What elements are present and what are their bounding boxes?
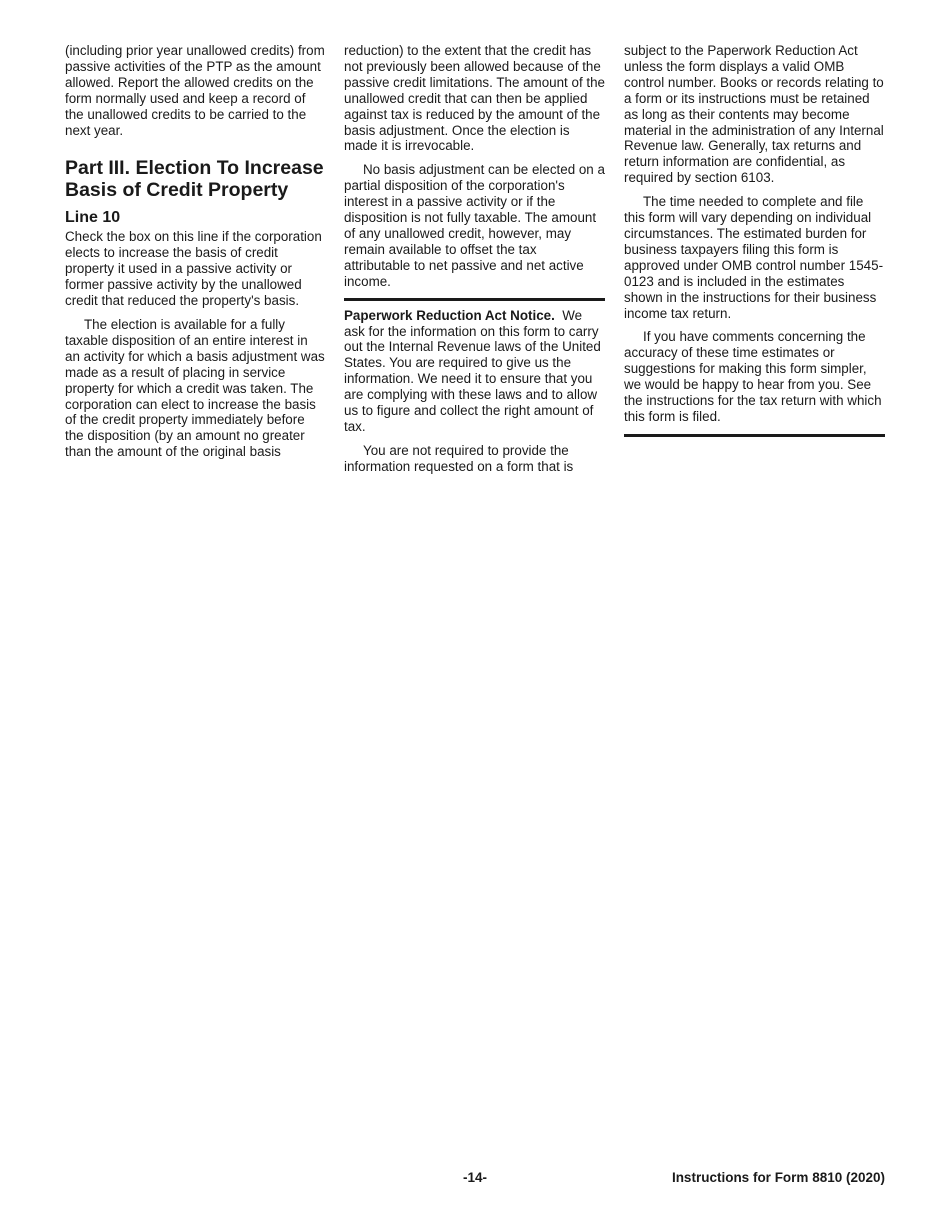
column-2 xyxy=(344,43,605,483)
column-3 xyxy=(624,43,885,444)
paragraph: (including prior year unallowed credits) from passive activities of the PTP as the amount allowed. Report the allowed credits on the form normally used and keep a record of the unallowed credits to be carried to the next year. xyxy=(65,43,325,138)
footer-title: Instructions for Form 8810 (2020) xyxy=(671,1170,885,1185)
end-divider xyxy=(624,434,885,437)
paragraph: reduction) to the extent that the credit has not previously been allowed because of the passive credit limitations. The amount of the unallowed credit that can then be applied against tax is reduced by the amount of the basis adjustment. Once the election is made it is irrevocable. xyxy=(344,43,605,154)
paragraph: Check the box on this line if the corporation elects to increase the basis of credit property it used in a passive activity or former passive activity by the unallowed credit that reduced the property's basis. xyxy=(65,229,322,309)
paperwork-notice-paragraph xyxy=(344,308,605,435)
paragraph: subject to the Paperwork Reduction Act unless the form displays a valid OMB control number. Books or records relating to a form or its instructions must be retained as long as their contents may become material in the administration of any Internal Revenue law. Generally, tax returns and return information are confidential, as required by section 6103. xyxy=(624,43,884,186)
section-heading: Part III. Election To Increase Basis of Credit Property xyxy=(65,157,324,202)
paragraph-text: We ask for the information on this form to carry out the Internal Revenue laws of the United States. You are required to give us the information. We need it to ensure that you are complying with these laws and to allow us to figure and collect the right amount of tax. xyxy=(344,307,601,434)
subsection-heading: Line 10 xyxy=(65,209,121,227)
paragraph: The election is available for a fully taxable disposition of an entire interest in an activity for which a basis adjustment was made as a result of placing in service property for which a credit was taken. The corporation can elect to increase the basis of the credit property immediately before the disposition (by an amount no greater than the amount of the original basis xyxy=(65,316,325,460)
section-divider xyxy=(344,298,605,301)
paragraph: You are not required to provide the information requested on a form that is xyxy=(344,442,574,474)
run-in-heading: Paperwork Reduction Act Notice. xyxy=(344,307,555,323)
page-number: -14- xyxy=(463,1170,488,1185)
paragraph: No basis adjustment can be elected on a partial disposition of the corporation's interest in a passive activity or if the disposition is not fully taxable. The amount of any unallowed credit, however, may remain available to offset the tax attributable to net passive and net active income. xyxy=(344,162,605,289)
paragraph: If you have comments concerning the accuracy of these time estimates or suggestions for making this form simpler, we would be happy to hear from you. See the instructions for the tax return with which this form is filed. xyxy=(624,329,882,424)
column-1 xyxy=(65,43,326,468)
paragraph: The time needed to complete and file this form will vary depending on individual circumstances. The estimated burden for business taxpayers filing this form is approved under OMB control number 1545-0123 and is included in the estimates shown in the instructions for their business income tax return. xyxy=(624,194,884,321)
